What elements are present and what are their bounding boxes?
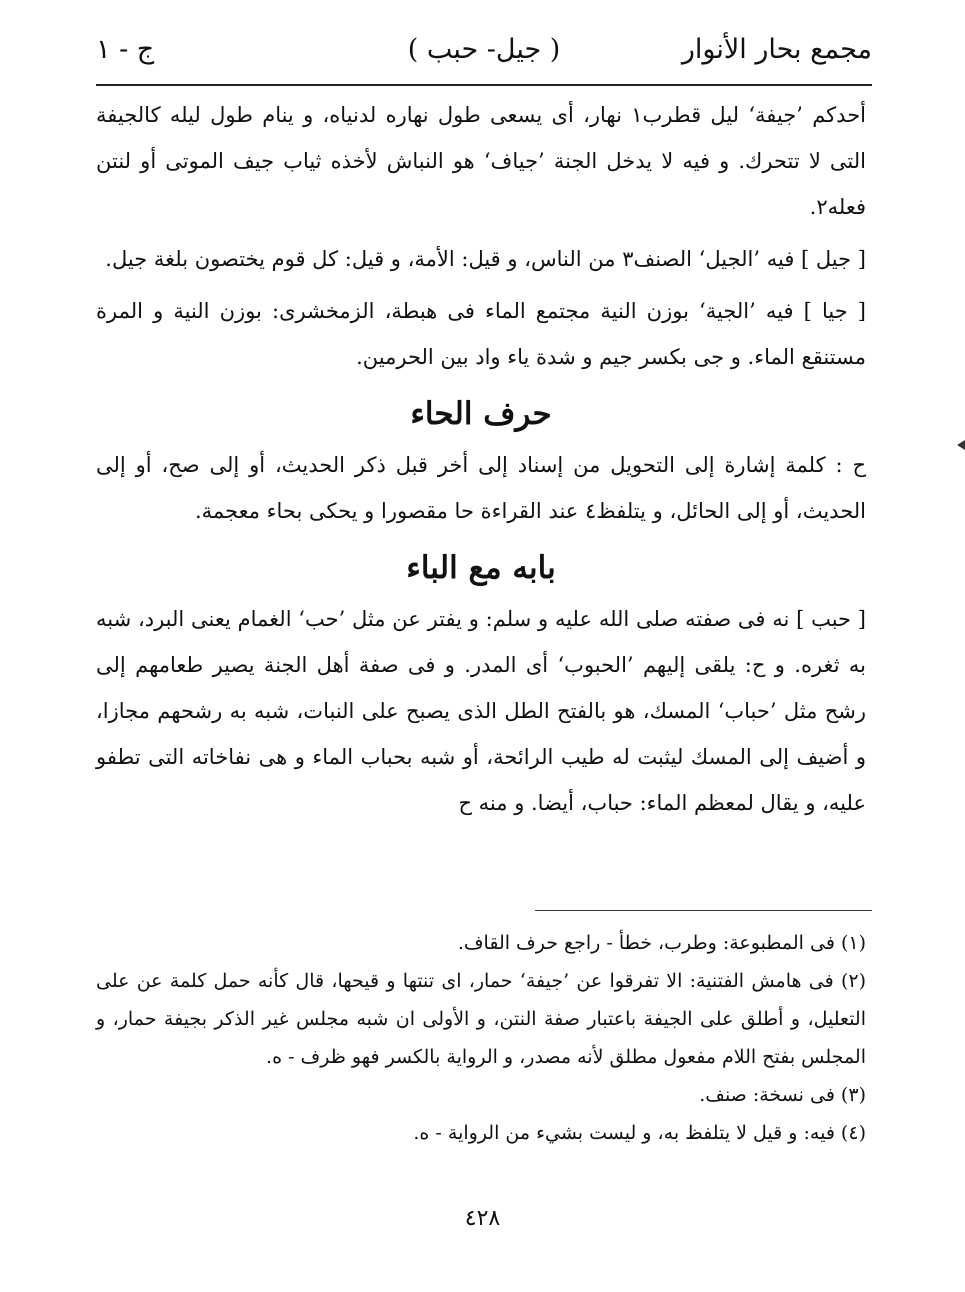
entry-range: ( جيل- حبب )	[407, 34, 561, 65]
paragraph-habab: [ حبب ] نه فى صفته صلى الله عليه و سلم: و يفتر عن مثل ’حب‘ الغمام يعنى البرد، شبه به ثغره. و ح: يلقى إليهم ’الحبوب‘ أى المدر. و فى صفة أهل الجنة يصير طعامهم إلى رشح مثل ’حباب‘ المسك، هو بالفتح الطل الذى يصبح على النبات، شبه به رشحهم مجازا، و أضيف إلى المسك ليثبت له طيب الرائحة، أو شبه بحباب الماء و هى نفاخاته التى تطفو عليه، و يقال لمعظم الماء: حباب، أيضا. و منه ح	[96, 607, 866, 815]
footnote-1: (١) فى المطبوعة: وطرب، خطأ - راجع حرف القاف.	[457, 932, 866, 954]
paragraph-haa-letter: ح : كلمة إشارة إلى التحويل من إسناد إلى أخر قبل ذكر الحديث، أو إلى صح، أو إلى الحديث، أو إلى الحائل، و يتلفظ٤ عند القراءة حا مقصورا و يحكى بحاء معجمة.	[96, 453, 867, 523]
footnote-rule	[535, 910, 872, 911]
running-header	[96, 28, 872, 78]
book-title: مجمع بحار الأنوار	[681, 34, 872, 65]
section-heading-haa: حرف الحاء	[410, 396, 552, 432]
chapter-heading-baa: بابه مع الباء	[406, 550, 556, 586]
footnote-4: (٤) فيه: و قيل لا يتلفظ به، و ليست بشيء من الرواية - ه.	[413, 1122, 866, 1144]
paragraph-jiya: [ جيا ] فيه ’الجية‘ بوزن النية مجتمع الماء فى هبطة، الزمخشرى: بوزن النية و المرة مستنقع الماء. و جى بكسر جيم و شدة ياء واد بين الحرمين.	[96, 299, 866, 369]
footnotes	[96, 924, 866, 1152]
page-number: ٤٢٨	[464, 1206, 501, 1231]
main-text	[96, 92, 866, 832]
volume-number: ج - ١	[96, 34, 155, 65]
footnote-3: (٣) فى نسخة: صنف.	[699, 1084, 866, 1106]
header-rule	[96, 84, 872, 86]
footnote-2: (٢) فى هامش الفتنية: الا تفرقوا عن ’جيفة‘ حمار، اى تنتها و قيحها، قال كأنه حمل كلمة عن على التعليل، و أطلق على الجيفة باعتبار صفة النتن، و الأولى ان شبه مجلس غير الذكر بجيفة حمار، و المجلس بفتح اللام مفعول مطلق لأنه مصدر، و الرواية بالكسر فهو ظرف - ه.	[96, 970, 866, 1068]
margin-mark-icon	[957, 440, 965, 450]
paragraph-jil: [ جيل ] فيه ’الجيل‘ الصنف٣ من الناس، و قيل: الأمة، و قيل: كل قوم يختصون بلغة جيل.	[105, 247, 866, 271]
paragraph-jifa: أحدكم ’جيفة‘ ليل قطرب١ نهار، أى يسعى طول نهاره لدنياه، و ينام طول ليله كالجيفة التى لا تتحرك. و فيه لا يدخل الجنة ’جياف‘ هو النباش لأخذه ثياب جيف الموتى أو لنتن فعله٢.	[96, 103, 867, 219]
